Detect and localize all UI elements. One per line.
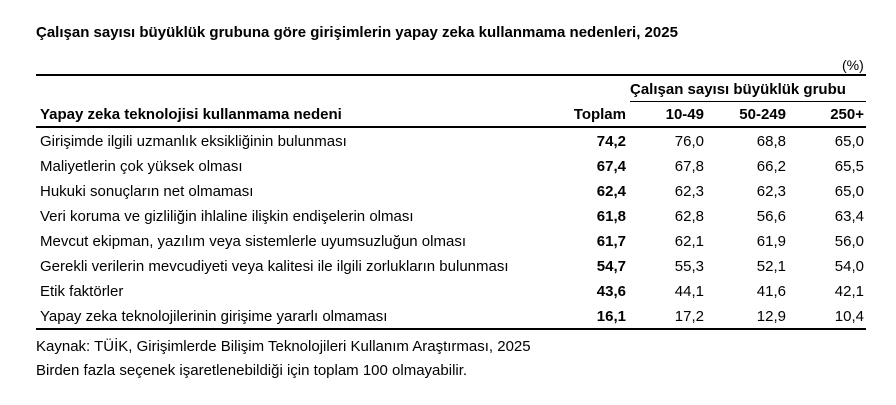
table-row bbox=[0, 179, 896, 204]
size-10-49-cell: 62,1 bbox=[674, 233, 704, 250]
size-50-249-cell: 12,9 bbox=[756, 308, 786, 325]
table-row bbox=[0, 129, 896, 154]
size-50-249-cell: 68,8 bbox=[756, 133, 786, 150]
column-header-10-49: 10-49 bbox=[665, 106, 704, 123]
column-header-total: Toplam bbox=[573, 106, 626, 123]
total-cell: 74,2 bbox=[596, 133, 626, 150]
size-10-49-cell: 76,0 bbox=[674, 133, 704, 150]
table-bottom-rule bbox=[36, 328, 866, 330]
total-cell: 43,6 bbox=[596, 283, 626, 300]
reason-cell: Gerekli verilerin mevcudiyeti veya kalitesi ile ilgili zorlukların bulunması bbox=[40, 258, 509, 275]
table-row bbox=[0, 229, 896, 254]
total-cell: 16,1 bbox=[596, 308, 626, 325]
reason-cell: Mevcut ekipman, yazılım veya sistemlerle uyumsuzluğun olması bbox=[40, 233, 466, 250]
size-250-plus-cell: 10,4 bbox=[834, 308, 864, 325]
reason-cell: Girişimde ilgili uzmanlık eksikliğinin bulunması bbox=[40, 133, 347, 150]
size-250-plus-cell: 56,0 bbox=[834, 233, 864, 250]
total-cell: 61,7 bbox=[596, 233, 626, 250]
size-50-249-cell: 62,3 bbox=[756, 183, 786, 200]
column-header-reason: Yapay zeka teknolojisi kullanmama nedeni bbox=[40, 106, 342, 123]
reason-cell: Hukuki sonuçların net olmaması bbox=[40, 183, 254, 200]
total-cell: 62,4 bbox=[596, 183, 626, 200]
table-row bbox=[0, 154, 896, 179]
page-title: Çalışan sayısı büyüklük grubuna göre girişimlerin yapay zeka kullanmama nedenleri, 2025 bbox=[36, 24, 678, 41]
size-10-49-cell: 17,2 bbox=[674, 308, 704, 325]
table-top-rule bbox=[36, 74, 866, 76]
size-250-plus-cell: 65,5 bbox=[834, 158, 864, 175]
size-250-plus-cell: 42,1 bbox=[834, 283, 864, 300]
size-10-49-cell: 62,3 bbox=[674, 183, 704, 200]
reason-cell: Maliyetlerin çok yüksek olması bbox=[40, 158, 243, 175]
source-note: Kaynak: TÜİK, Girişimlerde Bilişim Teknolojileri Kullanım Araştırması, 2025 bbox=[36, 338, 531, 355]
total-cell: 67,4 bbox=[596, 158, 626, 175]
total-cell: 61,8 bbox=[596, 208, 626, 225]
size-250-plus-cell: 63,4 bbox=[834, 208, 864, 225]
reason-cell: Veri koruma ve gizliliğin ihlaline ilişkin endişelerin olması bbox=[40, 208, 414, 225]
size-250-plus-cell: 65,0 bbox=[834, 133, 864, 150]
size-50-249-cell: 66,2 bbox=[756, 158, 786, 175]
size-50-249-cell: 56,6 bbox=[756, 208, 786, 225]
reason-cell: Yapay zeka teknolojilerinin girişime yararlı olmaması bbox=[40, 308, 388, 325]
group-header-rule bbox=[630, 101, 866, 102]
table-body bbox=[0, 129, 896, 329]
size-250-plus-cell: 54,0 bbox=[834, 258, 864, 275]
column-header-50-249: 50-249 bbox=[739, 106, 786, 123]
table-row bbox=[0, 204, 896, 229]
total-cell: 54,7 bbox=[596, 258, 626, 275]
size-10-49-cell: 55,3 bbox=[674, 258, 704, 275]
size-250-plus-cell: 65,0 bbox=[834, 183, 864, 200]
size-10-49-cell: 44,1 bbox=[674, 283, 704, 300]
table-row bbox=[0, 254, 896, 279]
reason-cell: Etik faktörler bbox=[40, 283, 124, 300]
group-header: Çalışan sayısı büyüklük grubu bbox=[630, 81, 846, 98]
size-50-249-cell: 41,6 bbox=[756, 283, 786, 300]
size-10-49-cell: 62,8 bbox=[674, 208, 704, 225]
size-50-249-cell: 52,1 bbox=[756, 258, 786, 275]
table-row bbox=[0, 304, 896, 329]
table-header-rule bbox=[36, 126, 866, 128]
size-50-249-cell: 61,9 bbox=[756, 233, 786, 250]
unit-label: (%) bbox=[842, 57, 864, 73]
remark-note: Birden fazla seçenek işaretlenebildiği için toplam 100 olmayabilir. bbox=[36, 362, 468, 379]
column-header-250-plus: 250+ bbox=[830, 106, 864, 123]
size-10-49-cell: 67,8 bbox=[674, 158, 704, 175]
table-row bbox=[0, 279, 896, 304]
